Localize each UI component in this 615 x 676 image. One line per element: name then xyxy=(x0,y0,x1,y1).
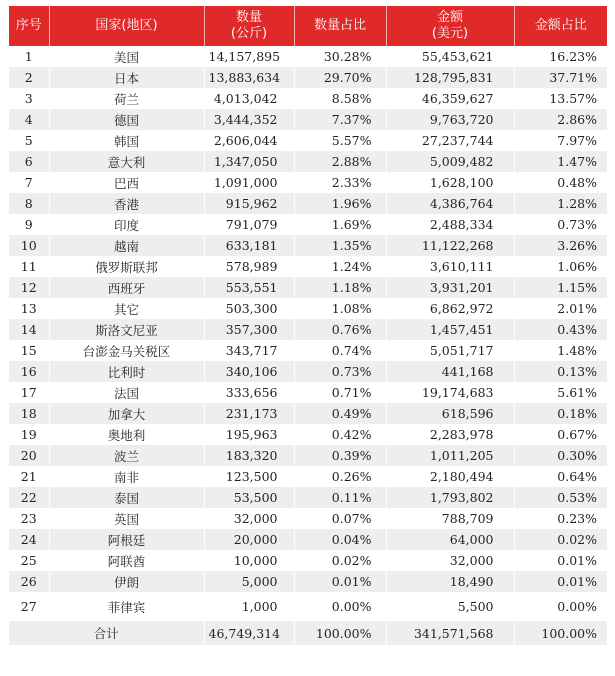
row-quantity-share: 0.04% xyxy=(294,529,386,550)
row-country: 英国 xyxy=(49,508,204,529)
row-index: 26 xyxy=(9,571,49,592)
row-quantity: 333,656 xyxy=(204,382,294,403)
export-table-container xyxy=(9,6,607,645)
row-index: 1 xyxy=(9,46,49,67)
row-index: 20 xyxy=(9,445,49,466)
table-row xyxy=(9,151,607,172)
row-amount-share: 0.01% xyxy=(514,550,607,571)
table-row xyxy=(9,466,607,487)
row-quantity-share: 0.71% xyxy=(294,382,386,403)
row-amount: 2,180,494 xyxy=(386,466,514,487)
row-amount-share: 13.57% xyxy=(514,88,607,109)
row-amount-share: 3.26% xyxy=(514,235,607,256)
table-row xyxy=(9,172,607,193)
row-amount: 4,386,764 xyxy=(386,193,514,214)
row-amount-share: 0.02% xyxy=(514,529,607,550)
row-country: 巴西 xyxy=(49,172,204,193)
table-row xyxy=(9,214,607,235)
table-row xyxy=(9,508,607,529)
export-data-table xyxy=(9,6,607,645)
table-row xyxy=(9,571,607,592)
row-amount-share: 2.01% xyxy=(514,298,607,319)
row-amount: 18,490 xyxy=(386,571,514,592)
row-amount: 2,488,334 xyxy=(386,214,514,235)
total-quantity-share: 100.00% xyxy=(294,621,386,645)
header-amount-line1: 金额 xyxy=(436,10,463,25)
row-quantity-share: 0.00% xyxy=(294,592,386,621)
row-index: 17 xyxy=(9,382,49,403)
total-row xyxy=(9,621,607,645)
row-quantity-share: 0.42% xyxy=(294,424,386,445)
row-quantity: 3,444,352 xyxy=(204,109,294,130)
row-amount-share: 2.86% xyxy=(514,109,607,130)
row-quantity-share: 2.33% xyxy=(294,172,386,193)
row-index: 5 xyxy=(9,130,49,151)
header-amount-line2: (美元) xyxy=(431,26,469,41)
table-row xyxy=(9,403,607,424)
row-country: 日本 xyxy=(49,67,204,88)
row-quantity-share: 1.96% xyxy=(294,193,386,214)
row-amount: 1,628,100 xyxy=(386,172,514,193)
row-index: 13 xyxy=(9,298,49,319)
row-amount-share: 37.71% xyxy=(514,67,607,88)
row-quantity-share: 0.49% xyxy=(294,403,386,424)
row-amount-share: 1.48% xyxy=(514,340,607,361)
header-quantity xyxy=(204,6,294,46)
row-amount-share: 0.67% xyxy=(514,424,607,445)
row-quantity-share: 1.35% xyxy=(294,235,386,256)
row-country: 斯洛文尼亚 xyxy=(49,319,204,340)
row-amount: 128,795,831 xyxy=(386,67,514,88)
row-amount: 5,500 xyxy=(386,592,514,621)
table-row xyxy=(9,424,607,445)
row-quantity-share: 0.73% xyxy=(294,361,386,382)
table-row xyxy=(9,256,607,277)
row-index: 19 xyxy=(9,424,49,445)
row-index: 10 xyxy=(9,235,49,256)
total-amount-share: 100.00% xyxy=(514,621,607,645)
header-quantity-line1: 数量 xyxy=(235,10,262,25)
row-index: 21 xyxy=(9,466,49,487)
row-quantity: 32,000 xyxy=(204,508,294,529)
row-quantity-share: 2.88% xyxy=(294,151,386,172)
total-amount: 341,571,568 xyxy=(386,621,514,645)
row-index: 14 xyxy=(9,319,49,340)
row-quantity-share: 0.11% xyxy=(294,487,386,508)
table-row xyxy=(9,319,607,340)
row-amount-share: 0.13% xyxy=(514,361,607,382)
row-index: 9 xyxy=(9,214,49,235)
row-country: 俄罗斯联邦 xyxy=(49,256,204,277)
row-quantity-share: 30.28% xyxy=(294,46,386,67)
row-amount: 3,610,111 xyxy=(386,256,514,277)
row-quantity: 10,000 xyxy=(204,550,294,571)
row-index: 23 xyxy=(9,508,49,529)
row-country: 荷兰 xyxy=(49,88,204,109)
row-amount: 27,237,744 xyxy=(386,130,514,151)
row-quantity-share: 1.24% xyxy=(294,256,386,277)
row-amount-share: 7.97% xyxy=(514,130,607,151)
row-amount: 3,931,201 xyxy=(386,277,514,298)
table-row xyxy=(9,67,607,88)
row-index: 11 xyxy=(9,256,49,277)
row-quantity: 20,000 xyxy=(204,529,294,550)
row-country: 印度 xyxy=(49,214,204,235)
row-amount-share: 1.15% xyxy=(514,277,607,298)
row-index: 22 xyxy=(9,487,49,508)
row-quantity: 1,091,000 xyxy=(204,172,294,193)
table-row xyxy=(9,529,607,550)
header-index: 序号 xyxy=(9,6,49,46)
row-amount-share: 0.18% xyxy=(514,403,607,424)
row-index: 7 xyxy=(9,172,49,193)
row-amount-share: 5.61% xyxy=(514,382,607,403)
row-quantity-share: 5.57% xyxy=(294,130,386,151)
row-amount: 19,174,683 xyxy=(386,382,514,403)
table-row xyxy=(9,382,607,403)
row-quantity: 1,000 xyxy=(204,592,294,621)
row-index: 18 xyxy=(9,403,49,424)
row-quantity-share: 0.76% xyxy=(294,319,386,340)
row-amount: 2,283,978 xyxy=(386,424,514,445)
row-country: 加拿大 xyxy=(49,403,204,424)
row-index: 15 xyxy=(9,340,49,361)
table-header-row xyxy=(9,6,607,46)
table-row xyxy=(9,88,607,109)
row-country: 菲律宾 xyxy=(49,592,204,621)
row-quantity-share: 0.74% xyxy=(294,340,386,361)
row-amount-share: 0.53% xyxy=(514,487,607,508)
row-country: 香港 xyxy=(49,193,204,214)
row-country: 南非 xyxy=(49,466,204,487)
row-amount: 55,453,621 xyxy=(386,46,514,67)
row-quantity: 195,963 xyxy=(204,424,294,445)
row-quantity: 1,347,050 xyxy=(204,151,294,172)
header-country: 国家(地区) xyxy=(49,6,204,46)
row-amount-share: 0.64% xyxy=(514,466,607,487)
row-amount: 441,168 xyxy=(386,361,514,382)
table-row xyxy=(9,46,607,67)
row-quantity: 503,300 xyxy=(204,298,294,319)
row-country: 西班牙 xyxy=(49,277,204,298)
row-amount: 64,000 xyxy=(386,529,514,550)
row-country: 阿根廷 xyxy=(49,529,204,550)
row-quantity: 357,300 xyxy=(204,319,294,340)
row-amount-share: 0.43% xyxy=(514,319,607,340)
row-country: 波兰 xyxy=(49,445,204,466)
row-quantity-share: 8.58% xyxy=(294,88,386,109)
row-amount: 32,000 xyxy=(386,550,514,571)
row-quantity-share: 1.08% xyxy=(294,298,386,319)
header-amount xyxy=(386,6,514,46)
row-quantity: 5,000 xyxy=(204,571,294,592)
row-quantity-share: 29.70% xyxy=(294,67,386,88)
row-amount-share: 0.01% xyxy=(514,571,607,592)
row-quantity-share: 0.26% xyxy=(294,466,386,487)
row-country: 阿联酋 xyxy=(49,550,204,571)
table-row xyxy=(9,340,607,361)
row-quantity-share: 7.37% xyxy=(294,109,386,130)
row-quantity: 231,173 xyxy=(204,403,294,424)
total-label: 合计 xyxy=(9,621,204,645)
row-index: 4 xyxy=(9,109,49,130)
row-quantity: 791,079 xyxy=(204,214,294,235)
row-amount: 11,122,268 xyxy=(386,235,514,256)
header-quantity-share: 数量占比 xyxy=(294,6,386,46)
row-amount: 1,011,205 xyxy=(386,445,514,466)
row-quantity: 340,106 xyxy=(204,361,294,382)
total-quantity: 46,749,314 xyxy=(204,621,294,645)
row-amount: 6,862,972 xyxy=(386,298,514,319)
row-country: 泰国 xyxy=(49,487,204,508)
row-country: 台澎金马关税区 xyxy=(49,340,204,361)
table-row xyxy=(9,361,607,382)
row-quantity: 553,551 xyxy=(204,277,294,298)
row-country: 其它 xyxy=(49,298,204,319)
row-index: 24 xyxy=(9,529,49,550)
row-quantity: 14,157,895 xyxy=(204,46,294,67)
header-amount-share: 金额占比 xyxy=(514,6,607,46)
row-quantity-share: 0.02% xyxy=(294,550,386,571)
table-body xyxy=(9,46,607,621)
row-quantity: 4,013,042 xyxy=(204,88,294,109)
row-amount-share: 0.00% xyxy=(514,592,607,621)
row-amount: 9,763,720 xyxy=(386,109,514,130)
table-row xyxy=(9,109,607,130)
row-country: 越南 xyxy=(49,235,204,256)
row-amount: 618,596 xyxy=(386,403,514,424)
row-quantity: 578,989 xyxy=(204,256,294,277)
row-quantity-share: 0.39% xyxy=(294,445,386,466)
row-quantity-share: 1.18% xyxy=(294,277,386,298)
row-quantity: 343,717 xyxy=(204,340,294,361)
row-amount: 1,457,451 xyxy=(386,319,514,340)
row-index: 12 xyxy=(9,277,49,298)
row-quantity: 53,500 xyxy=(204,487,294,508)
table-row xyxy=(9,550,607,571)
row-amount: 5,051,717 xyxy=(386,340,514,361)
row-amount-share: 0.48% xyxy=(514,172,607,193)
row-index: 8 xyxy=(9,193,49,214)
row-country: 法国 xyxy=(49,382,204,403)
table-row xyxy=(9,235,607,256)
row-amount: 788,709 xyxy=(386,508,514,529)
row-quantity-share: 0.07% xyxy=(294,508,386,529)
row-country: 德国 xyxy=(49,109,204,130)
row-amount: 46,359,627 xyxy=(386,88,514,109)
row-amount-share: 1.28% xyxy=(514,193,607,214)
row-index: 27 xyxy=(9,592,49,621)
row-country: 美国 xyxy=(49,46,204,67)
table-row xyxy=(9,277,607,298)
header-quantity-line2: (公斤) xyxy=(230,26,268,41)
row-index: 2 xyxy=(9,67,49,88)
row-quantity: 13,883,634 xyxy=(204,67,294,88)
table-row xyxy=(9,487,607,508)
row-quantity: 2,606,044 xyxy=(204,130,294,151)
row-quantity-share: 0.01% xyxy=(294,571,386,592)
row-quantity: 915,962 xyxy=(204,193,294,214)
row-country: 比利时 xyxy=(49,361,204,382)
table-row xyxy=(9,130,607,151)
row-country: 伊朗 xyxy=(49,571,204,592)
row-quantity: 183,320 xyxy=(204,445,294,466)
row-amount: 5,009,482 xyxy=(386,151,514,172)
row-quantity: 633,181 xyxy=(204,235,294,256)
row-country: 奥地利 xyxy=(49,424,204,445)
table-row xyxy=(9,298,607,319)
row-index: 3 xyxy=(9,88,49,109)
table-row xyxy=(9,592,607,621)
row-amount-share: 0.73% xyxy=(514,214,607,235)
row-amount: 1,793,802 xyxy=(386,487,514,508)
table-row xyxy=(9,445,607,466)
row-index: 25 xyxy=(9,550,49,571)
row-country: 韩国 xyxy=(49,130,204,151)
row-amount-share: 0.23% xyxy=(514,508,607,529)
table-row xyxy=(9,193,607,214)
row-amount-share: 1.47% xyxy=(514,151,607,172)
row-quantity-share: 1.69% xyxy=(294,214,386,235)
row-index: 16 xyxy=(9,361,49,382)
row-amount-share: 1.06% xyxy=(514,256,607,277)
row-amount-share: 16.23% xyxy=(514,46,607,67)
row-index: 6 xyxy=(9,151,49,172)
row-amount-share: 0.30% xyxy=(514,445,607,466)
row-quantity: 123,500 xyxy=(204,466,294,487)
row-country: 意大利 xyxy=(49,151,204,172)
